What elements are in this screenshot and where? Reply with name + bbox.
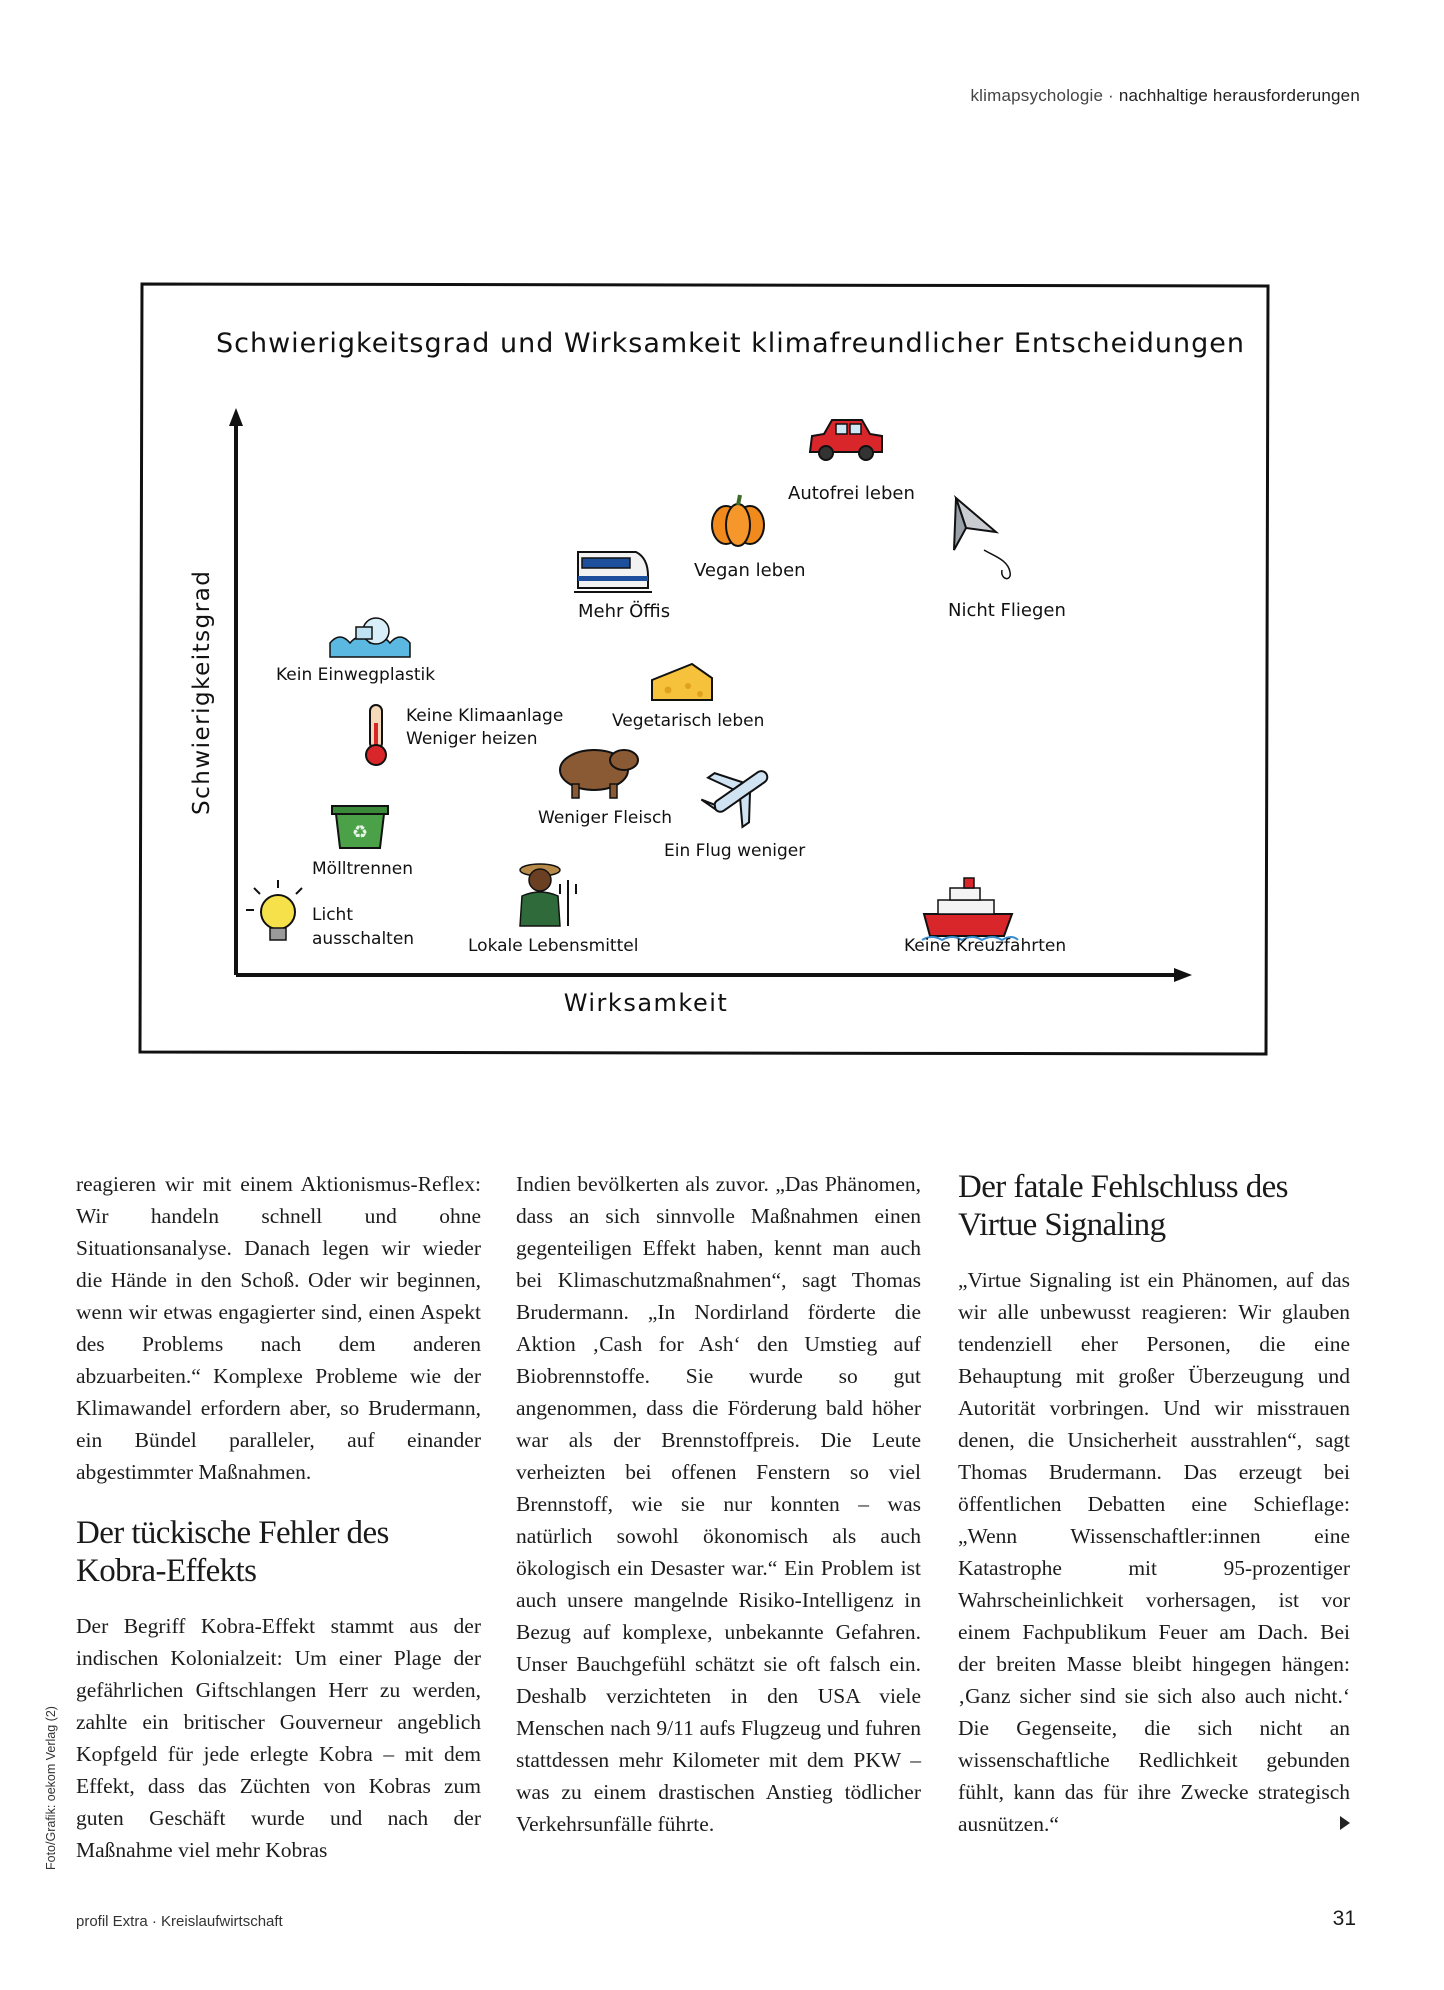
label-lokal: Lokale Lebensmittel <box>468 936 639 956</box>
label-licht1: Licht <box>312 905 353 925</box>
col1-paragraph-2: Der Begriff Kobra-Effekt stammt aus der indischen Kolonialzeit: Um einer Plage der gefährlichen Giftschlangen Herr zu werden, zahlte ein britischer Gouverneur angeblich Kopfgeld für jede erlegte Kobra – mit dem Effekt, dass das Züchten von Kobras zum guten Geschäft wurde und nach der Maßnahme viel mehr Kobras <box>76 1614 481 1862</box>
photo-credit: Foto/Grafik: oekom Verlag (2) <box>44 1706 58 1870</box>
col1-paragraph-1: reagieren wir mit einem Aktionismus-Reflex: Wir handeln schnell und ohne Situationsanalyse. Danach legen wir wieder die Hände in den Schoß. Oder wir beginnen, wenn wir etwas engagierter sind, einen Aspekt des Problems nach dem anderen abzuarbeiten.“ Komplexe Probleme wie der Klimawandel erfordern aber, so Brudermann, ein Bündel paralleler, auf einander abgestimmter Maßnahmen. <box>76 1172 481 1484</box>
label-vegan: Vegan leben <box>694 560 806 581</box>
label-autofrei: Autofrei leben <box>788 483 915 504</box>
article-column-3 <box>958 1168 1350 1840</box>
airplane-icon <box>693 749 783 837</box>
label-muell: Mölltrennen <box>312 859 414 879</box>
label-klima1: Keine Klimaanlage <box>406 706 564 726</box>
recycling-bin-icon <box>332 806 388 848</box>
label-oeffis: Mehr Öffis <box>578 601 671 622</box>
x-axis-label: Wirksamkeit <box>563 989 729 1017</box>
label-vegetarisch: Vegetarisch leben <box>612 711 765 731</box>
col3-paragraph-1: „Virtue Signaling ist ein Phänomen, auf das wir alle unbewusst reagieren: Wir glauben tendenziell eher Personen, die eine Behauptung mit großer Überzeugung und Autorität vorbringen. Und wir misstrauen denen, die Unsicherheit ausstrahlen“, sagt Thomas Brudermann. Das erzeugt bei öffentlichen Debatten eine Schieflage: „Wenn Wissenschaftler:innen eine Katastrophe mit 95-prozentiger Wahrscheinlichkeit vorhersagen, ist vor einem Fachpublikum Feuer am Dach. Bei der breiten Masse bleibt hingegen hängen: ‚Ganz sicher sind sie sich also auch nicht.‘ Die Gegenseite, die sich nicht an wissenschaftliche Redlichkeit gebunden fühlt, kann das für ihre Zwecke strategisch ausnützen.“ <box>958 1268 1350 1836</box>
running-header <box>970 86 1360 106</box>
pumpkin-icon <box>712 495 764 546</box>
label-klima2: Weniger heizen <box>406 729 538 749</box>
label-licht2: ausschalten <box>312 929 415 949</box>
train-icon <box>574 552 652 592</box>
heading-virtue-signaling: Der fatale Fehlschluss des Virtue Signaling <box>958 1169 1288 1243</box>
thermometer-icon <box>366 705 386 765</box>
header-section: klimapsychologie · <box>970 86 1114 105</box>
col2-paragraph-1: Indien bevölkerten als zuvor. „Das Phänomen, dass an sich sinnvolle Maßnahmen einen gegenteiligen Effekt haben, kennt man auch bei Klimaschutzmaßnahmen“, sagt Thomas Brudermann. „In Nordirland förderte die Aktion ‚Cash for Ash‘ den Umstieg auf Biobrennstoffe. Sie wurde so gut angenommen, dass die Förderung bald höher war als der Brennstoffpreis. Die Leute verheizten bei offenen Fenstern so viel Brennstoff, wie sie nur konnten – was natürlich sowohl ökonomisch als auch ökologisch ein Desaster war.“ Ein Problem ist auch unsere mangelnde Risiko-Intelligenz in Bezug auf komplexe, unbekannte Gefahren. Unser Bauchgefühl schätzt sie oft falsch ein. Deshalb verzichteten in den USA viele Menschen nach 9/11 aufs Flugzeug und fuhren stattdessen mehr Kilometer mit dem PKW – was zu einem drastischen Anstieg tödlicher Verkehrsunfälle führte. <box>516 1172 921 1836</box>
plastic-waste-icon <box>330 618 410 657</box>
label-fliegen: Nicht Fliegen <box>948 600 1066 621</box>
cruise-ship-icon <box>922 878 1018 940</box>
label-plastik: Kein Einwegplastik <box>276 665 436 685</box>
figure-svg <box>138 280 1272 1060</box>
footer-publication: profil Extra · Kreislaufwirtschaft <box>76 1913 283 1930</box>
article-column-2 <box>516 1168 921 1840</box>
page-number: 31 <box>1332 1907 1356 1930</box>
x-axis-arrow <box>1174 968 1192 982</box>
paper-plane-icon <box>954 498 1010 579</box>
heading-kobra-effekt: Der tückische Fehler des Kobra-Effekts <box>76 1515 389 1589</box>
car-icon <box>810 420 882 460</box>
header-subsection: nachhaltige herausforderungen <box>1118 86 1360 105</box>
label-fleisch: Weniger Fleisch <box>538 808 673 828</box>
light-bulb-icon <box>246 880 302 940</box>
svg-text:♻: ♻ <box>351 822 369 843</box>
illustration-figure <box>138 280 1272 1060</box>
continue-arrow-icon <box>1340 1816 1350 1830</box>
capybara-icon <box>560 750 638 798</box>
farmer-icon <box>520 864 576 926</box>
figure-title: Schwierigkeitsgrad und Wirksamkeit klimafreundlicher Entscheidungen <box>216 328 1245 359</box>
cheese-icon <box>652 664 712 700</box>
article-column-1 <box>76 1168 481 1866</box>
label-flug: Ein Flug weniger <box>664 841 806 861</box>
y-axis-label: Schwierigkeitsgrad <box>189 569 215 815</box>
y-axis-arrow <box>229 408 243 426</box>
label-kreuz: Keine Kreuzfahrten <box>904 936 1067 956</box>
